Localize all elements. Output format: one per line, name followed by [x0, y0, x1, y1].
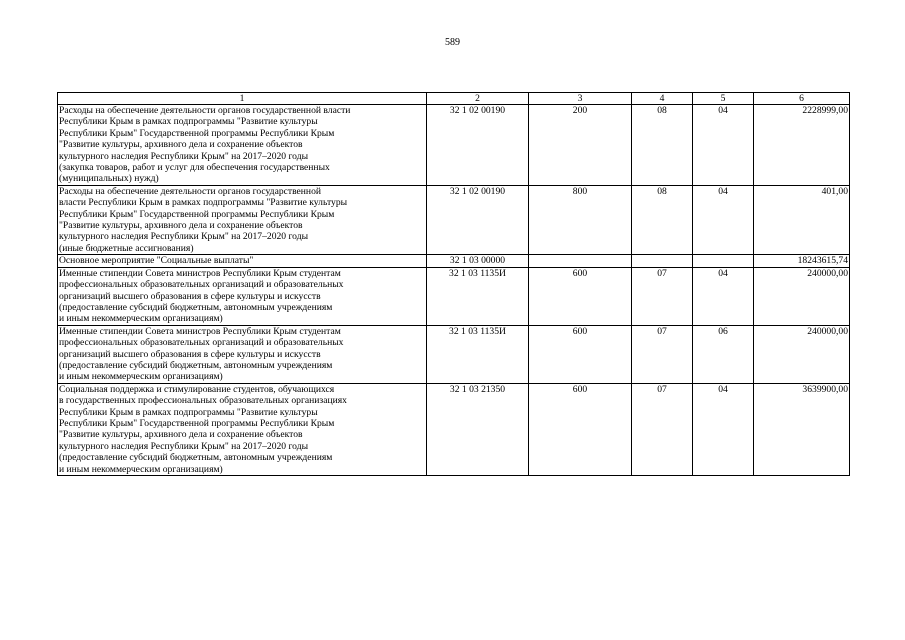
target-article-code: 32 1 03 1135И: [427, 325, 529, 383]
table-row: [58, 255, 850, 267]
description-line: (предоставление субсидий бюджетным, автономным учреждениям: [59, 301, 333, 313]
description-line: Республики Крым" Государственной программы Республики Крым: [59, 417, 335, 429]
description-line: Республики Крым" Государственной программы Республики Крым: [59, 208, 335, 220]
description-line: Именные стипендии Совета министров Республики Крым студентам: [59, 325, 341, 337]
column-header: 6: [754, 93, 850, 105]
row-description: [58, 383, 427, 475]
column-header: 1: [58, 93, 427, 105]
page-number: 589: [445, 37, 460, 48]
description-line: Расходы на обеспечение деятельности органов государственной: [59, 185, 322, 197]
description-line: (иные бюджетные ассигнования): [59, 242, 194, 254]
description-line: Республики Крым в рамках подпрограммы "Развитие культуры: [59, 116, 318, 128]
table-row: [58, 185, 850, 254]
description-line: Расходы на обеспечение деятельности органов государственной власти: [59, 105, 351, 116]
description-line: и иным некоммерческим организациям): [59, 371, 223, 383]
amount-value: 2228999,00: [754, 105, 850, 186]
expense-type-code: 800: [529, 185, 632, 254]
description-line: Республики Крым" Государственной программы Республики Крым: [59, 127, 335, 139]
section-code: 07: [632, 267, 693, 325]
description-line: в государственных профессиональных образовательных организациях: [59, 395, 347, 407]
subsection-code: [693, 255, 754, 267]
expense-type-code: [529, 255, 632, 267]
description-line: культурного наследия Республики Крым" на 2017–2020 годы: [59, 150, 309, 162]
description-line: профессиональных образовательных организаций и образовательных: [59, 337, 344, 349]
amount-value: 3639900,00: [754, 383, 850, 475]
description-line: культурного наследия Республики Крым" на 2017–2020 годы: [59, 440, 309, 452]
row-description: [58, 105, 427, 186]
column-header: 5: [693, 93, 754, 105]
section-code: 08: [632, 105, 693, 186]
column-header: 3: [529, 93, 632, 105]
row-description: [58, 255, 427, 267]
description-line: Республики Крым в рамках подпрограммы "Развитие культуры: [59, 406, 318, 418]
expense-type-code: 600: [529, 267, 632, 325]
section-code: 07: [632, 383, 693, 475]
amount-value: 18243615,74: [754, 255, 850, 267]
row-description: [58, 267, 427, 325]
expense-type-code: 200: [529, 105, 632, 186]
subsection-code: 04: [693, 267, 754, 325]
description-line: Именные стипендии Совета министров Республики Крым студентам: [59, 267, 341, 279]
subsection-code: 06: [693, 325, 754, 383]
table-row: [58, 267, 850, 325]
section-code: [632, 255, 693, 267]
expense-type-code: 600: [529, 383, 632, 475]
target-article-code: 32 1 03 1135И: [427, 267, 529, 325]
description-line: "Развитие культуры, архивного дела и сохранение объектов: [59, 139, 303, 151]
row-description: [58, 325, 427, 383]
section-code: 08: [632, 185, 693, 254]
column-header: 4: [632, 93, 693, 105]
amount-value: 240000,00: [754, 267, 850, 325]
target-article-code: 32 1 02 00190: [427, 105, 529, 186]
description-line: Основное мероприятие "Социальные выплаты": [59, 255, 254, 267]
description-line: (предоставление субсидий бюджетным, автономным учреждениям: [59, 359, 333, 371]
description-line: организаций высшего образования в сфере культуры и искусств: [59, 290, 321, 302]
expense-type-code: 600: [529, 325, 632, 383]
description-line: организаций высшего образования в сфере культуры и искусств: [59, 348, 321, 360]
description-line: (муниципальных) нужд): [59, 173, 159, 185]
section-code: 07: [632, 325, 693, 383]
table-row: [58, 105, 850, 186]
description-line: и иным некоммерческим организациям): [59, 463, 223, 475]
target-article-code: 32 1 03 21350: [427, 383, 529, 475]
budget-table: [57, 92, 850, 476]
target-article-code: 32 1 03 00000: [427, 255, 529, 267]
description-line: "Развитие культуры, архивного дела и сохранение объектов: [59, 429, 303, 441]
description-line: (закупка товаров, работ и услуг для обеспечения государственных: [59, 162, 330, 174]
table-row: [58, 325, 850, 383]
description-line: власти Республики Крым в рамках подпрограммы "Развитие культуры: [59, 197, 348, 209]
description-line: "Развитие культуры, архивного дела и сохранение объектов: [59, 220, 303, 232]
amount-value: 401,00: [754, 185, 850, 254]
subsection-code: 04: [693, 383, 754, 475]
target-article-code: 32 1 02 00190: [427, 185, 529, 254]
column-header: 2: [427, 93, 529, 105]
row-description: [58, 185, 427, 254]
description-line: Социальная поддержка и стимулирование студентов, обучающихся: [59, 383, 335, 395]
description-line: (предоставление субсидий бюджетным, автономным учреждениям: [59, 452, 333, 464]
subsection-code: 04: [693, 105, 754, 186]
table-header-row: [58, 93, 850, 105]
description-line: профессиональных образовательных организаций и образовательных: [59, 279, 344, 291]
subsection-code: 04: [693, 185, 754, 254]
amount-value: 240000,00: [754, 325, 850, 383]
description-line: и иным некоммерческим организациям): [59, 313, 223, 325]
description-line: культурного наследия Республики Крым" на 2017–2020 годы: [59, 231, 309, 243]
table-row: [58, 383, 850, 475]
